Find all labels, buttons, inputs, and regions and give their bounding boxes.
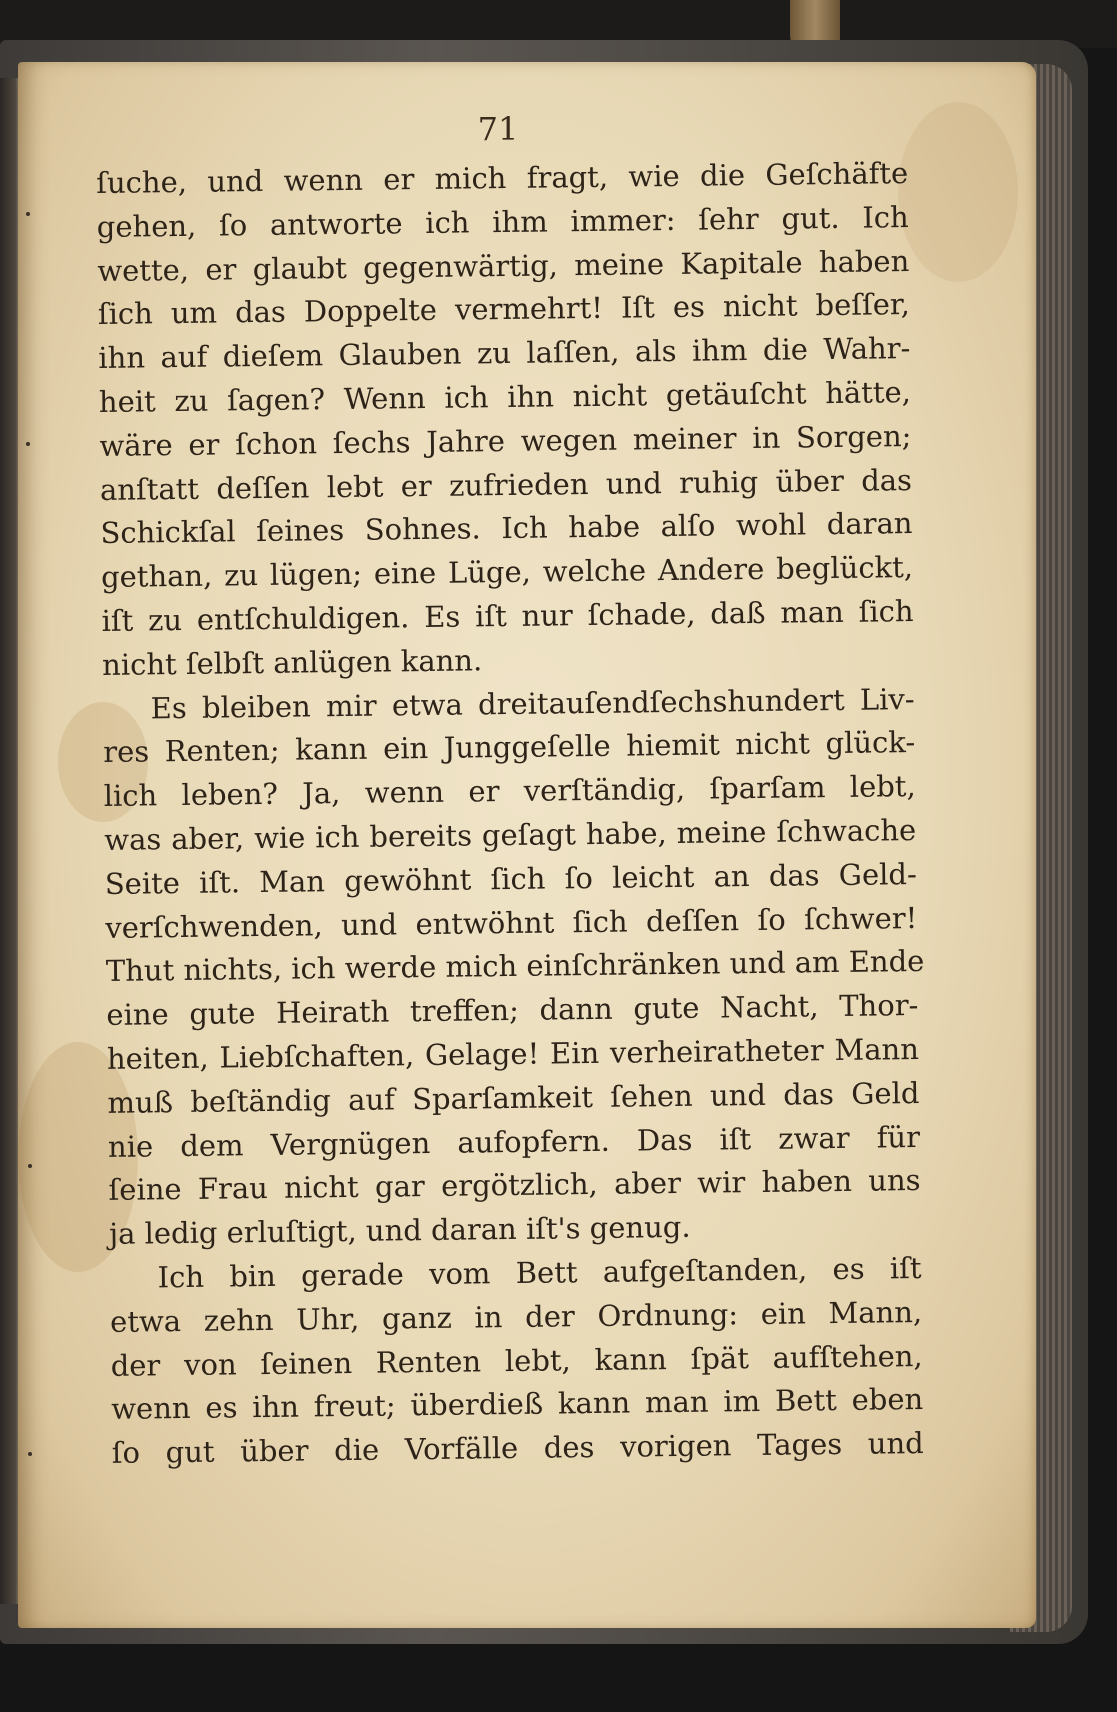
text-line: Schickſal ſeines Sohnes. Ich habe alſo wohl daran	[100, 506, 913, 551]
page-text	[96, 152, 924, 1476]
text-line: Seite iſt. Man gewöhnt ſich ſo leicht an das Geld-	[104, 856, 917, 901]
text-line: heit zu ſagen? Wenn ich ihn nicht getäuſcht hätte,	[98, 375, 912, 419]
text-line: ſeine Frau nicht gar ergötzlich, aber wir haben uns	[108, 1163, 921, 1208]
text-line: iſt zu entſchuldigen. Es iſt nur ſchade, daß man ſich	[101, 594, 914, 638]
text-line: ſuche, und wenn er mich fragt, wie die Geſchäfte	[96, 156, 909, 200]
text-line: Es bleiben mir etwa dreitauſendſechshundert Liv-	[150, 681, 915, 725]
page-number: 71	[477, 110, 519, 148]
text-line: gehen, ſo antworte ich ihm immer: ſehr gut. Ich	[96, 199, 909, 244]
text-line: ſo gut über die Vorfälle des vorigen Tages und	[111, 1426, 924, 1471]
page-speck	[26, 442, 30, 446]
text-line: nie dem Vergnügen aufopfern. Das iſt zwar für	[107, 1119, 921, 1164]
text-line: lich leben? Ja, wenn er verſtändig, ſparſam lebt,	[103, 769, 916, 814]
text-line: wette, er glaubt gegenwärtig, meine Kapitale haben	[97, 243, 910, 288]
text-line: nicht ſelbſt anlügen kann.	[101, 643, 483, 682]
text-line: ja ledig erluſtigt, und daran iſt's genug.	[108, 1209, 691, 1252]
text-line: ihn auf dieſem Glauben zu laſſen, als ihm die Wahr-	[98, 331, 911, 376]
text-line: ſich um das Doppelte vermehrt! Iſt es nicht beſſer,	[97, 287, 911, 332]
text-line: Thut nichts, ich werde mich einſchränken und am Ende	[105, 944, 925, 989]
page-speck	[28, 1452, 32, 1456]
text-line: etwa zehn Uhr, ganz in der Ordnung: ein Mann,	[109, 1294, 923, 1339]
text-line: verſchwenden, und entwöhnt ſich deſſen ſo ſchwer!	[105, 900, 918, 945]
text-line: res Renten; kann ein Junggeſelle hiemit nicht glück-	[103, 725, 916, 770]
text-line: anſtatt deſſen lebt er zufrieden und ruhig über das	[99, 462, 913, 507]
text-line: heiten, Liebſchaften, Gelage! Ein verheiratheter Mann	[106, 1031, 920, 1076]
page-speck	[28, 1164, 32, 1168]
text-line: muß beſtändig auf Sparſamkeit ſehen und das Geld	[107, 1075, 920, 1120]
text-line: wenn es ihn freut; überdieß kann man im Bett eben	[111, 1382, 924, 1427]
text-line: wäre er ſchon ſechs Jahre wegen meiner in Sorgen;	[99, 418, 912, 463]
page-speck	[26, 212, 30, 216]
text-line: eine gute Heirath treffen; dann gute Nacht, Thor-	[106, 988, 919, 1033]
text-line: Ich bin gerade vom Bett aufgeſtanden, es iſt	[157, 1250, 922, 1295]
text-line: was aber, wie ich bereits geſagt habe, meine ſchwache	[104, 812, 917, 857]
text-line: der von ſeinen Renten lebt, kann ſpät aufſtehen,	[110, 1338, 923, 1383]
text-line: gethan, zu lügen; eine Lüge, welche Andere beglückt,	[100, 550, 914, 595]
